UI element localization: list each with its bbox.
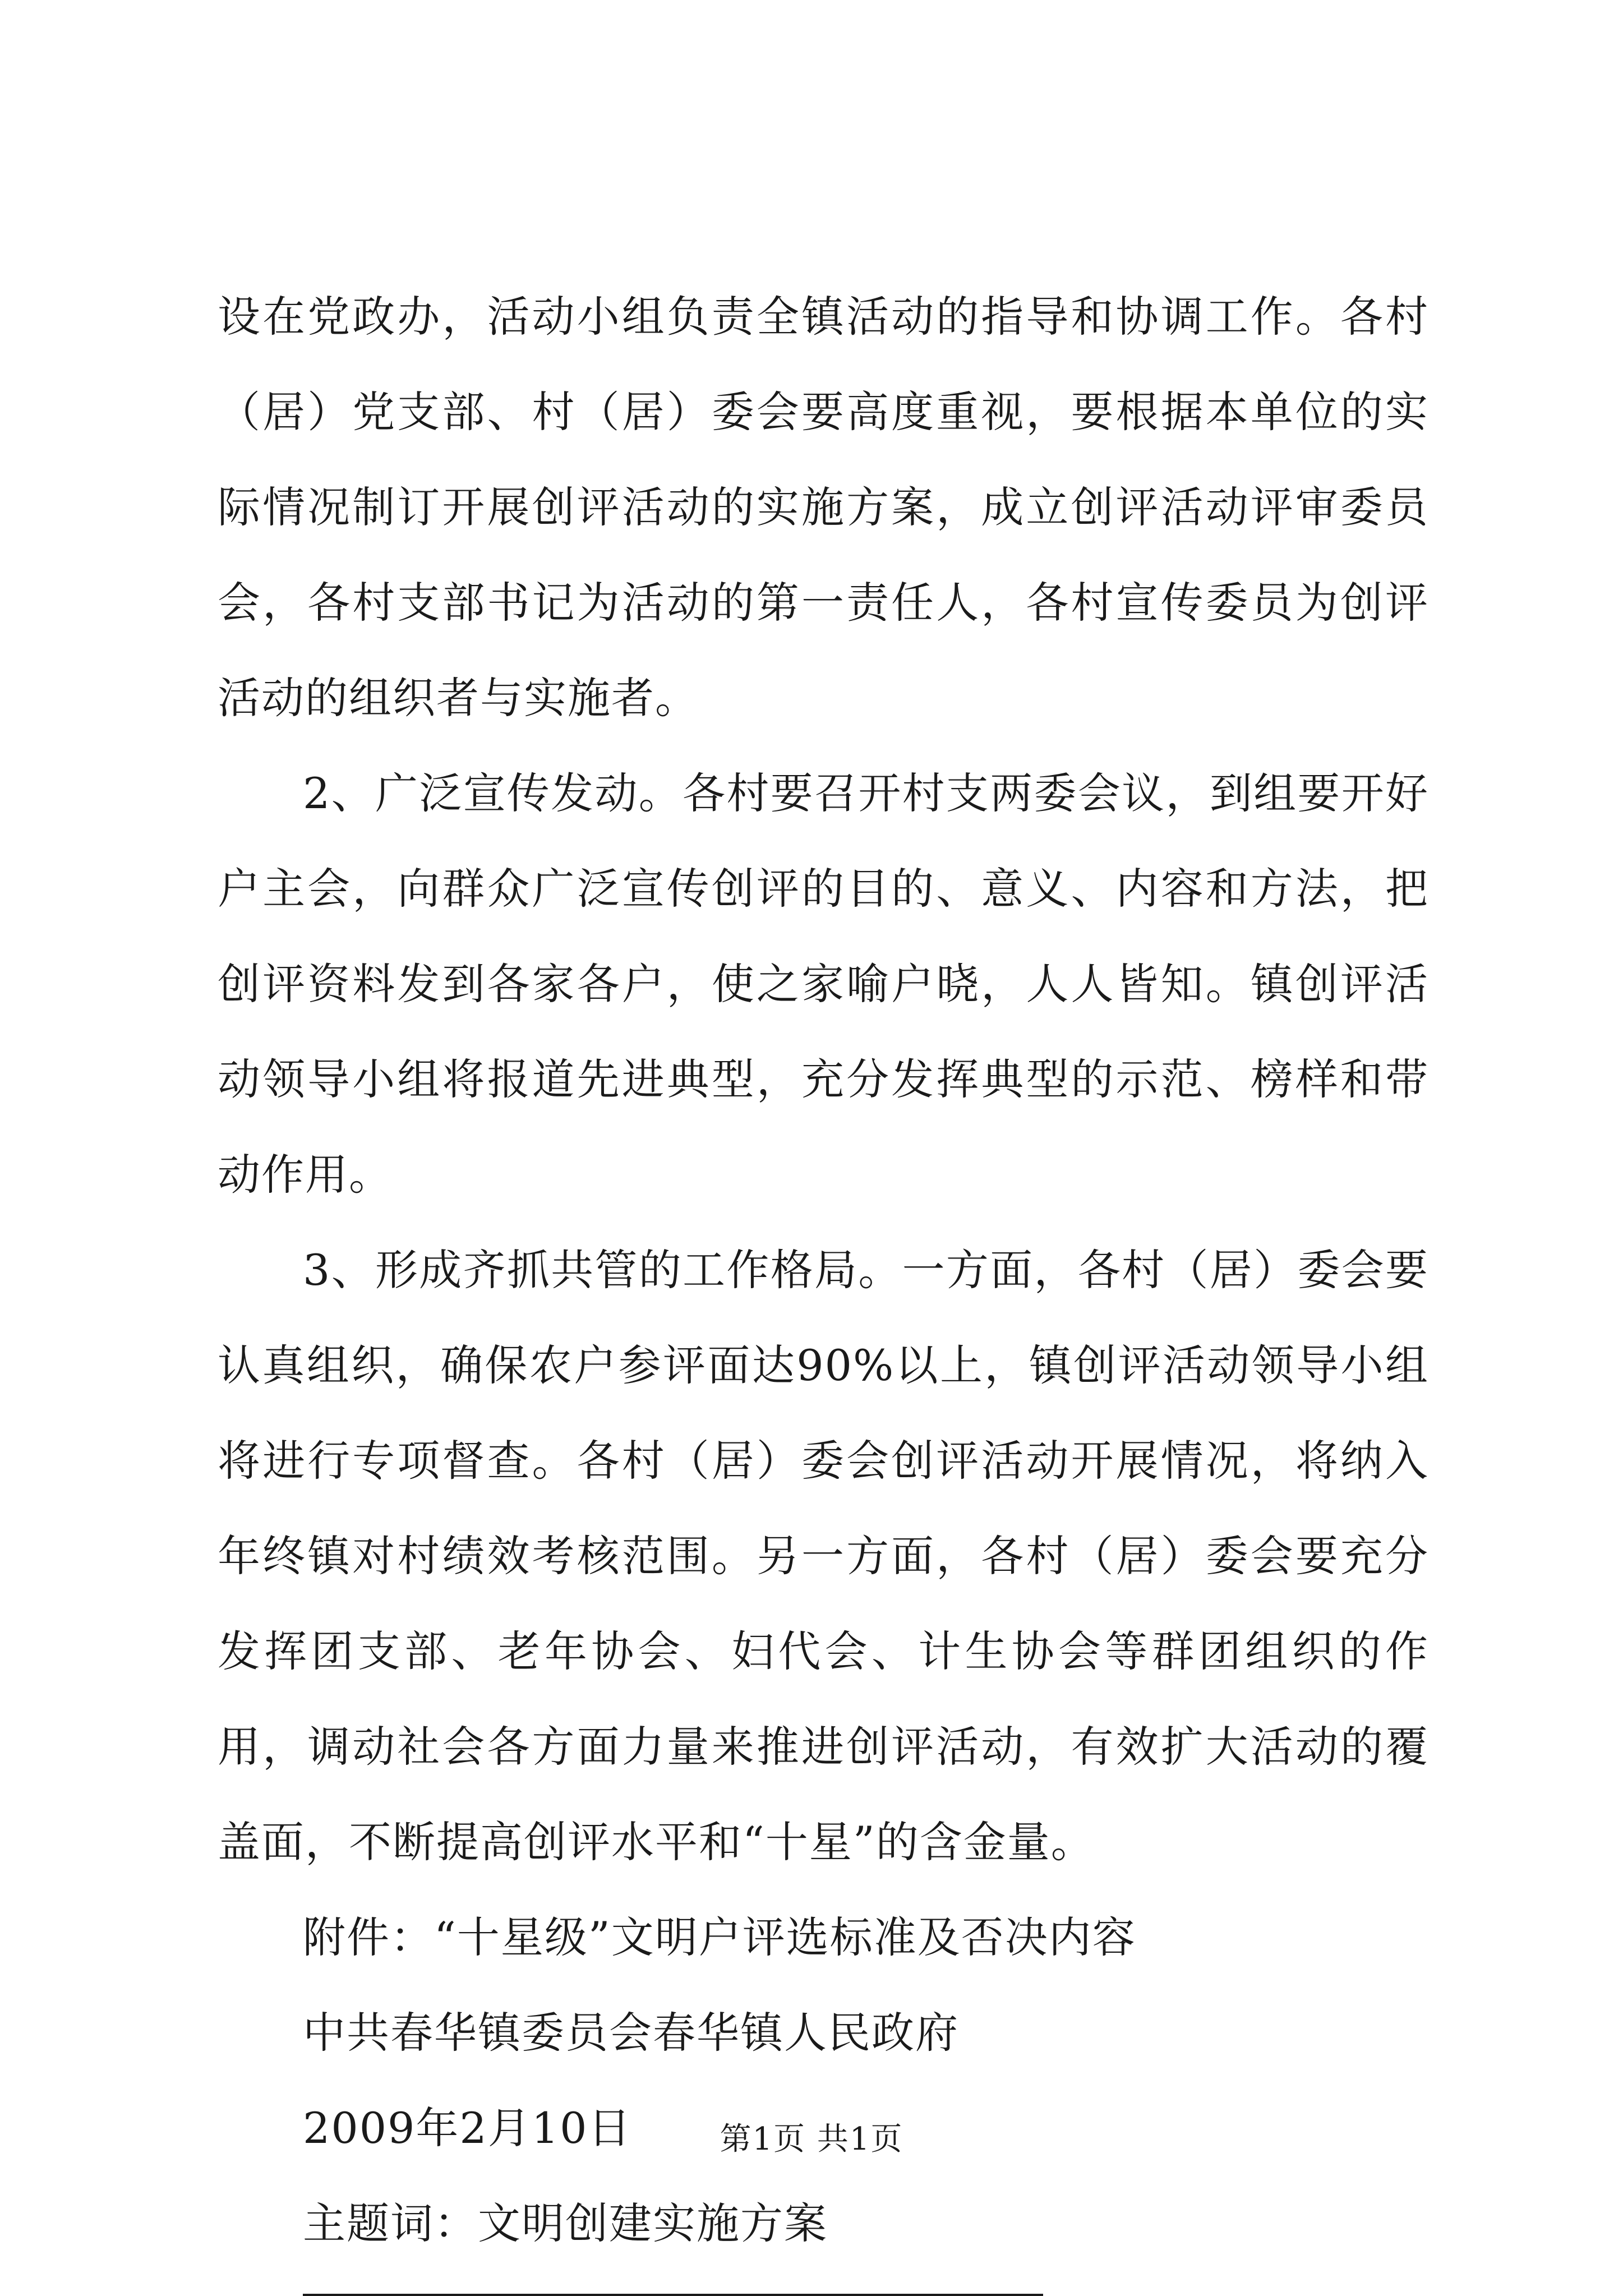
date-line: 2009年2月10日 bbox=[303, 2103, 632, 2153]
paragraph-3: 3、形成齐抓共管的工作格局。一方面，各村（居）委会要认真组织，确保农户参评面达90%以上，镇创评活动领导小组将进行专项督查。各村（居）委会创评活动开展情况，将纳入年终镇对村绩效考核范围。另一方面，各村（居）委会要充分发挥团支部、老年协会、妇代会、计生协会等群团组织的作用，调动社会各方面力量来推进创评活动，有效扩大活动的覆盖面，不断提高创评水平和“十星”的含金量。 bbox=[218, 1245, 1429, 1867]
attachment-line: 附件：“十星级”文明户评选标准及否决内容 bbox=[303, 1912, 1136, 1962]
keywords-line: 主题词：文明创建实施方案 bbox=[303, 2198, 828, 2248]
horizontal-rule bbox=[303, 2294, 1043, 2296]
page-footer: 第1页 共1页 bbox=[720, 2121, 903, 2157]
issuer-line: 中共春华镇委员会春华镇人民政府 bbox=[303, 2008, 959, 2058]
paragraph-2: 2、广泛宣传发动。各村要召开村支两委会议，到组要开好户主会，向群众广泛宣传创评的目的、意义、内容和方法，把创评资料发到各家各户，使之家喻户晓，人人皆知。镇创评活动领导小组将报道先进典型，充分发挥典型的示范、榜样和带动作用。 bbox=[218, 768, 1429, 1200]
document-body bbox=[218, 269, 1429, 2296]
paragraph-1: 设在党政办，活动小组负责全镇活动的指导和协调工作。各村（居）党支部、村（居）委会要高度重视，要根据本单位的实际情况制订开展创评活动的实施方案，成立创评活动评审委员会，各村支部书记为活动的第一责任人，各村宣传委员为创评活动的组织者与实施者。 bbox=[218, 292, 1429, 723]
